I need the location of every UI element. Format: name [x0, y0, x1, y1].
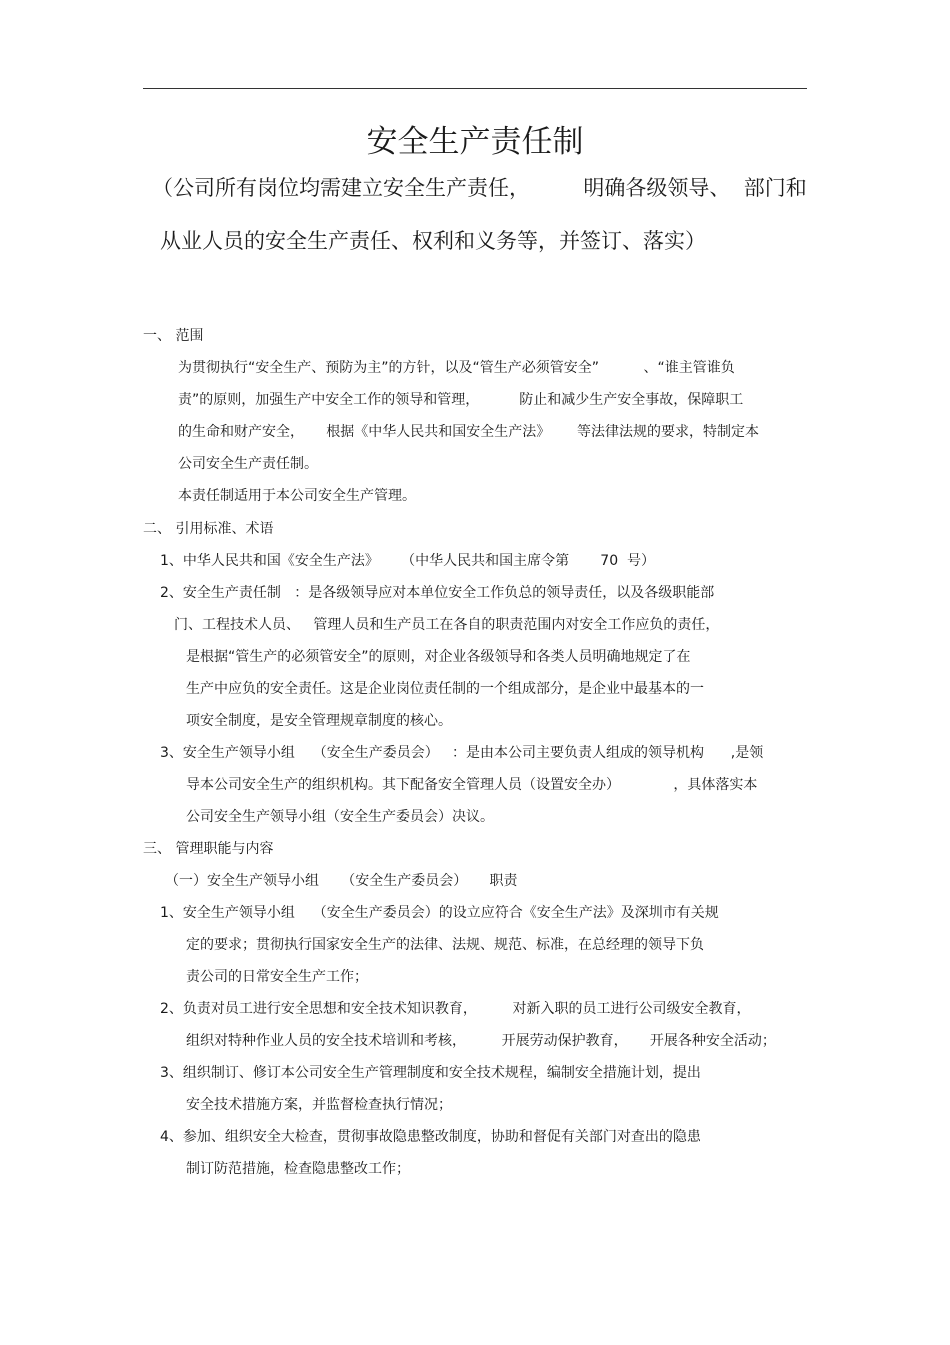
list-item-continuation: 导本公司安全生产的组织机构。其下配备安全管理人员（设置安全办） ，具体落实本 [186, 777, 758, 793]
list-item-continuation: 是根据“管生产的必须管安全”的原则，对企业各级领导和各类人员明确地规定了在 [186, 649, 691, 665]
paragraph-line: 的生命和财产安全， 根据《中华人民共和国安全生产法》 等法律法规的要求，特制定本 [178, 424, 759, 440]
list-item: 3、安全生产领导小组 （安全生产委员会） ：是由本公司主要负责人组成的领导机构 ,是领 [160, 745, 764, 761]
section-heading-standards: 二、 引用标准、术语 [143, 521, 274, 537]
section-heading-scope: 一、 范围 [143, 328, 204, 344]
subtitle-line-1: （公司所有岗位均需建立安全生产责任， 明确各级领导、 部门和 [152, 176, 807, 200]
list-item: 3、组织制订、修订本公司安全生产管理制度和安全技术规程，编制安全措施计划，提出 [160, 1065, 701, 1081]
paragraph-line: 公司安全生产责任制。 [178, 456, 318, 472]
list-item-continuation: 项安全制度，是安全管理规章制度的核心。 [186, 713, 452, 729]
paragraph-line: 为贯彻执行“安全生产、预防为主”的方针，以及“管生产必须管安全” 、“谁主管谁负 [178, 360, 735, 376]
list-item: 1、安全生产领导小组 （安全生产委员会）的设立应符合《安全生产法》及深圳市有关规 [160, 905, 719, 921]
list-item-continuation: 公司安全生产领导小组（安全生产委员会）决议。 [186, 809, 494, 825]
list-item-continuation: 定的要求；贯彻执行国家安全生产的法律、法规、规范、标准，在总经理的领导下负 [186, 937, 704, 953]
list-item: 4、参加、组织安全大检查，贯彻事故隐患整改制度，协助和督促有关部门对查出的隐患 [160, 1129, 701, 1145]
document-title: 安全生产责任制 [366, 124, 584, 160]
paragraph-line: 本责任制适用于本公司安全生产管理。 [178, 488, 416, 504]
header-rule [143, 88, 807, 89]
list-item-continuation: 制订防范措施，检查隐患整改工作； [186, 1161, 410, 1177]
list-item-continuation: 组织对特种作业人员的安全技术培训和考核， 开展劳动保护教育， 开展各种安全活动； [186, 1033, 776, 1049]
list-item-continuation: 安全技术措施方案，并监督检查执行情况； [186, 1097, 452, 1113]
list-item: 2、安全生产责任制 ：是各级领导应对本单位安全工作负总的领导责任，以及各级职能部 [160, 585, 715, 601]
list-item-continuation: 责公司的日常安全生产工作； [186, 969, 368, 985]
list-item: 2、负责对员工进行安全思想和安全技术知识教育， 对新入职的员工进行公司级安全教育， [160, 1001, 751, 1017]
subtitle-line-2: 从业人员的安全生产责任、权利和义务等，并签订、落实） [160, 229, 706, 253]
list-item: 1、中华人民共和国《安全生产法》 （中华人民共和国主席令第 70 号） [160, 553, 656, 569]
paragraph-line: 责”的原则，加强生产中安全工作的领导和管理， 防止和减少生产安全事故，保障职工 [178, 392, 744, 408]
list-item-continuation: 生产中应负的安全责任。这是企业岗位责任制的一个组成部分，是企业中最基本的一 [186, 681, 704, 697]
list-item-continuation: 门、工程技术人员、 管理人员和生产员工在各自的职责范围内对安全工作应负的责任， [174, 617, 720, 633]
section-heading-management: 三、 管理职能与内容 [143, 841, 274, 857]
subsection-heading: （一）安全生产领导小组 （安全生产委员会） 职责 [165, 873, 518, 889]
